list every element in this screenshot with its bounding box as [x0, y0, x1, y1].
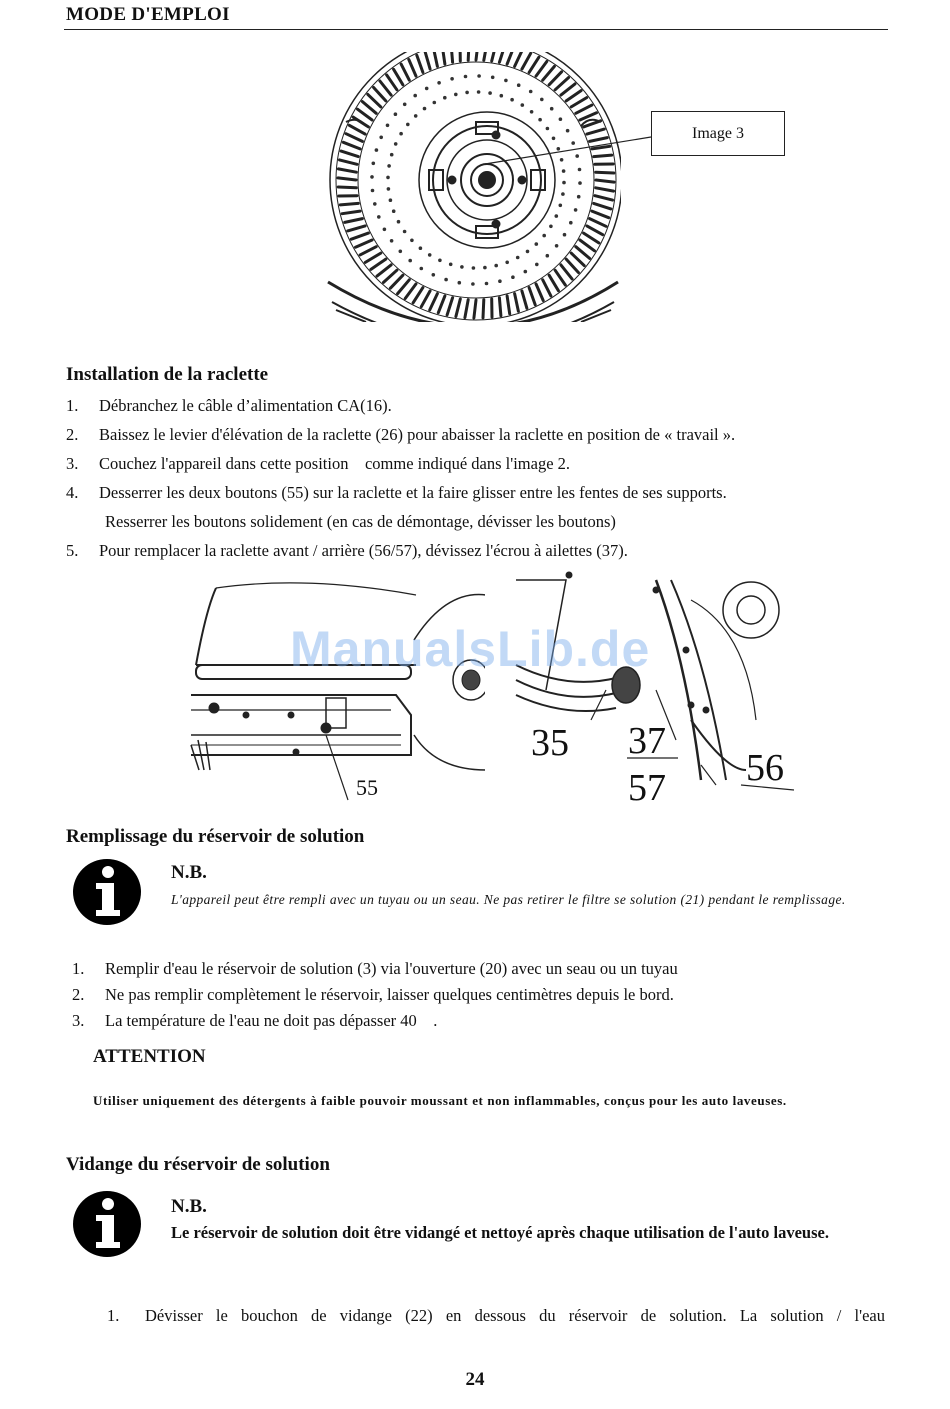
bristle-tuft	[555, 270, 565, 285]
brush-hole	[373, 202, 377, 206]
brush-hole	[433, 101, 437, 105]
section-title-raclette: Installation de la raclette	[66, 364, 269, 385]
bristle-tuft	[561, 84, 575, 95]
brush-hole	[500, 94, 504, 98]
bristle-tuft	[387, 75, 397, 90]
brush-hole	[516, 256, 520, 260]
brush-hole	[477, 74, 481, 78]
list-item-number: 1.	[66, 396, 79, 415]
bristle-tuft	[536, 62, 547, 77]
brush-hole	[563, 233, 567, 237]
brush-hole	[406, 123, 410, 127]
brush-hole	[550, 107, 554, 111]
brush-hole	[372, 162, 376, 166]
bristle-tuft	[438, 296, 445, 313]
list-item	[72, 1011, 437, 1031]
bristle-tuft	[536, 284, 543, 301]
bristle-tuft	[507, 296, 510, 314]
brush-hole	[386, 176, 390, 180]
squeegee-left-panel	[191, 583, 489, 800]
brush-hole	[458, 281, 462, 285]
brush-hole	[387, 164, 391, 168]
brush-hole	[437, 81, 441, 85]
bristle-tuft	[522, 291, 527, 308]
list-item-number: 4.	[66, 483, 79, 502]
brush-hole	[403, 230, 407, 234]
brush-hole	[538, 118, 542, 122]
brush-hole	[413, 94, 417, 98]
list-item-number: 3.	[72, 1011, 85, 1030]
brush-hole	[483, 266, 487, 270]
brush-hole	[517, 83, 521, 87]
bristle-tuft	[483, 300, 484, 318]
brush-hole	[419, 246, 423, 250]
brush-hole	[472, 266, 476, 270]
bristle-tuft	[346, 134, 362, 142]
bristle-tuft	[595, 196, 613, 200]
bristle-tuft	[566, 91, 581, 101]
list-item-text: Desserrer les deux boutons (55) sur la raclette et la faire glisser entre les fentes de ses supports.	[99, 483, 727, 502]
bristle-tuft	[342, 211, 360, 214]
squeegee-drawing	[186, 570, 796, 815]
list-item-text: Pour remplacer la raclette avant / arrière (56/57), dévissez l'écrou à ailettes (37).	[99, 541, 628, 560]
brush-hole	[460, 265, 464, 269]
bristle-tuft	[398, 280, 410, 294]
bristle-tuft	[549, 275, 558, 291]
brush-hole	[387, 187, 391, 191]
section-title-remplissage: Remplissage du réservoir de solution	[66, 826, 365, 847]
bristle-tuft	[360, 247, 376, 255]
brush-hole	[408, 259, 412, 263]
brush-hole	[542, 234, 546, 238]
bristle-tuft	[345, 219, 363, 223]
watermark: ManualsLib.de	[290, 621, 651, 677]
list-item-continuation	[105, 512, 616, 532]
bristle-tuft	[451, 52, 453, 62]
brush-hole	[549, 225, 553, 229]
bristle-tuft	[394, 69, 403, 85]
brush-hole	[578, 181, 582, 185]
bristle-tuft	[348, 226, 365, 231]
list-item-number: 1.	[107, 1306, 120, 1325]
brush-hole	[488, 91, 492, 95]
list-item-number: 1.	[72, 959, 85, 978]
note-text: Le réservoir de solution doit être vidangé et nettoyé après chaque utilisation de l'auto laveuse.	[171, 1223, 829, 1242]
brush-hole	[510, 98, 514, 102]
bristle-tuft	[338, 169, 356, 172]
bristle-tuft	[349, 125, 365, 134]
brush-hole	[562, 169, 566, 173]
bristle-tuft	[594, 203, 611, 209]
brush-hole	[561, 192, 565, 196]
list-item-text: Resserrer les boutons solidement (en cas de démontage, dévisser les boutons)	[105, 512, 616, 531]
bristle-tuft	[561, 265, 572, 279]
bristle-tuft	[358, 109, 373, 120]
part-label-55: 55	[356, 775, 378, 800]
bristle-tuft	[425, 52, 430, 69]
brush-hole	[524, 270, 528, 274]
bristle-tuft	[571, 253, 584, 266]
part-label-56: 56	[746, 747, 784, 789]
brush-hole	[394, 112, 398, 116]
bristle-tuft	[596, 180, 614, 182]
list-item-number: 2.	[72, 985, 85, 1004]
list-item-number: 2.	[66, 425, 79, 444]
brush-hole	[526, 250, 530, 254]
brush-hole	[390, 239, 394, 243]
brush-hole	[577, 195, 581, 199]
note-title: N.B.	[171, 862, 207, 883]
list-item-text: Couchez l'appareil dans cette position comme indiqué dans l'image 2.	[99, 454, 571, 473]
bristle-tuft	[484, 52, 487, 60]
brush-hole	[370, 175, 374, 179]
bristle-tuft	[434, 52, 438, 66]
bristle-tuft	[465, 300, 468, 318]
bristle-tuft	[374, 88, 386, 101]
bristle-tuft	[401, 64, 409, 80]
bristle-tuft	[529, 57, 539, 72]
bristle-tuft	[543, 280, 551, 296]
brush-hole	[559, 117, 563, 121]
brush-hole	[394, 142, 398, 146]
note-title: N.B.	[171, 1196, 207, 1217]
bristle-tuft	[571, 98, 587, 107]
bristle-tuft	[413, 288, 423, 303]
brush-hole	[449, 263, 453, 267]
brush-hole	[390, 153, 394, 157]
brush-hole	[555, 244, 559, 248]
brush-hole	[546, 254, 550, 258]
bristle-tuft	[576, 247, 590, 259]
list-item	[66, 454, 570, 474]
list-item-text: La température de l'eau ne doit pas dépasser 40 .	[105, 1011, 438, 1030]
image3-callout	[651, 111, 785, 156]
bristle-tuft	[474, 300, 476, 318]
brush-hole	[569, 221, 573, 225]
bristle-tuft	[405, 284, 416, 299]
brush-hole	[562, 181, 566, 185]
list-item	[107, 1306, 885, 1326]
bristle-tuft	[341, 151, 358, 157]
bristle-tuft	[362, 102, 376, 114]
bristle-tuft	[499, 52, 505, 62]
brush-hole	[410, 239, 414, 243]
bristle-tuft	[338, 178, 356, 180]
brush-hole	[383, 228, 387, 232]
brush-hole	[423, 107, 427, 111]
bristle-tuft	[351, 233, 368, 239]
bristle-tuft	[430, 294, 438, 310]
part-label-57: 57	[628, 767, 666, 809]
bristle-tuft	[368, 94, 381, 107]
brush-hole	[420, 267, 424, 271]
part-label-35: 35	[531, 722, 569, 764]
bristle-tuft	[590, 219, 606, 227]
info-icon	[72, 1190, 142, 1258]
callout-leader-line	[480, 128, 655, 168]
brush-hole	[450, 77, 454, 81]
bristle-tuft	[566, 259, 578, 272]
list-item	[66, 396, 392, 416]
info-icon	[72, 858, 142, 926]
brush-hole	[491, 76, 495, 80]
brush-figure	[326, 52, 621, 322]
bristle-tuft	[555, 78, 568, 90]
brush-hole	[535, 263, 539, 267]
bristle-tuft	[380, 81, 391, 95]
bristle-tuft	[338, 187, 356, 188]
brush-hole	[485, 282, 489, 286]
page-header-title: MODE D'EMPLOI	[66, 4, 230, 25]
bristle-tuft	[343, 142, 360, 149]
squeegee-figure	[186, 570, 796, 815]
bristle-tuft	[390, 275, 403, 288]
list-item-text: Dévisser le bouchon de vidange (22) en dessous du réservoir de solution. La solution / l'eau	[145, 1306, 885, 1325]
brush-hole	[535, 242, 539, 246]
brush-hole	[438, 259, 442, 263]
bristle-tuft	[340, 160, 358, 164]
image3-callout-text: Image 3	[692, 124, 744, 142]
brush-hole	[540, 98, 544, 102]
bristle-tuft	[456, 299, 460, 317]
brush-hole	[443, 96, 447, 100]
bristle-tuft	[447, 298, 453, 315]
header-rule	[64, 29, 888, 30]
brush-hole	[386, 124, 390, 128]
brush-hole	[471, 282, 475, 286]
list-item	[66, 541, 628, 561]
brush-hole	[521, 103, 525, 107]
bristle-tuft	[492, 52, 496, 61]
list-item	[66, 425, 735, 445]
brush-hole	[477, 90, 481, 94]
brush-hole	[389, 198, 393, 202]
bristle-tuft	[371, 259, 386, 269]
bristle-tuft	[421, 291, 430, 307]
bristle-tuft	[522, 53, 531, 69]
page-number: 24	[465, 1369, 485, 1390]
brush-hole	[529, 90, 533, 94]
part-label-37: 37	[628, 720, 666, 762]
brush-hole	[530, 110, 534, 114]
brush-hole	[399, 250, 403, 254]
brush-hole	[465, 91, 469, 95]
list-item	[66, 483, 727, 503]
bristle-tuft	[543, 66, 555, 80]
brush-hole	[428, 253, 432, 257]
brush-hole	[464, 75, 468, 79]
brush-hole	[504, 79, 508, 83]
bristle-tuft	[476, 52, 478, 60]
attention-text: Utiliser uniquement des détergents à faible pouvoir moussant et non inflammables, conçus pour les auto laveuses.	[93, 1093, 787, 1108]
brush-hole	[392, 209, 396, 213]
bristle-tuft	[596, 172, 614, 173]
brush-hole	[379, 136, 383, 140]
list-item	[72, 985, 674, 1005]
brush-hole	[494, 264, 498, 268]
bristle-tuft	[356, 240, 373, 247]
brush-hole	[559, 204, 563, 208]
bristle-tuft	[515, 52, 523, 66]
attention-title: ATTENTION	[93, 1046, 206, 1067]
brush-hole	[371, 189, 375, 193]
brush-hole	[444, 278, 448, 282]
bristle-tuft	[580, 240, 595, 251]
section-title-vidange: Vidange du réservoir de solution	[66, 1154, 330, 1175]
bristle-tuft	[515, 294, 519, 312]
bristle-tuft	[529, 288, 535, 305]
bristle-tuft	[584, 233, 599, 243]
list-item-text: Baissez le levier d'élévation de la raclette (26) pour abaisser la raclette en position de « travail ».	[99, 425, 736, 444]
brush-hole	[432, 273, 436, 277]
brush-hole	[377, 215, 381, 219]
bristle-tuft	[442, 52, 445, 64]
bristle-tuft	[507, 52, 514, 64]
bristle-tuft	[340, 203, 358, 205]
brush-hole	[425, 87, 429, 91]
bristle-tuft	[384, 270, 397, 282]
bristle-tuft	[596, 188, 614, 191]
list-item	[72, 959, 678, 979]
bristle-tuft	[377, 265, 391, 276]
list-item-number: 3.	[66, 454, 79, 473]
brush-hole	[511, 275, 515, 279]
brush-hole	[397, 220, 401, 224]
bristle-tuft	[592, 211, 609, 218]
brush-hole	[399, 132, 403, 136]
list-item-text: Débranchez le câble d’alimentation CA(16).	[99, 396, 392, 415]
brush-hole	[454, 93, 458, 97]
brush-hole	[578, 168, 582, 172]
brush-hole	[414, 114, 418, 118]
bristle-tuft	[549, 72, 562, 85]
brush-hole	[375, 148, 379, 152]
bristle-tuft	[587, 226, 603, 235]
list-item-text: Ne pas remplir complètement le réservoir, laisser quelques centimètres depuis le bord.	[105, 985, 674, 1004]
bristle-tuft	[365, 253, 381, 262]
bristle-tuft	[468, 52, 469, 60]
brush-drawing	[326, 52, 621, 322]
bristle-tuft	[576, 105, 592, 113]
brush-hole	[555, 214, 559, 218]
note-text: L'appareil peut être rempli avec un tuyau ou un seau. Ne pas retirer le filtre se solution (21) pendant le remplissage.	[171, 892, 846, 907]
brush-hole	[403, 103, 407, 107]
brush-hole	[574, 208, 578, 212]
bristle-tuft	[409, 60, 416, 77]
list-item-number: 5.	[66, 541, 79, 560]
list-item-text: Remplir d'eau le réservoir de solution (3) via l'ouverture (20) avec un seau ou un tuyau	[105, 959, 678, 978]
bristle-tuft	[417, 55, 423, 72]
brush-hole	[498, 279, 502, 283]
brush-hole	[505, 261, 509, 265]
bristle-tuft	[499, 298, 501, 316]
